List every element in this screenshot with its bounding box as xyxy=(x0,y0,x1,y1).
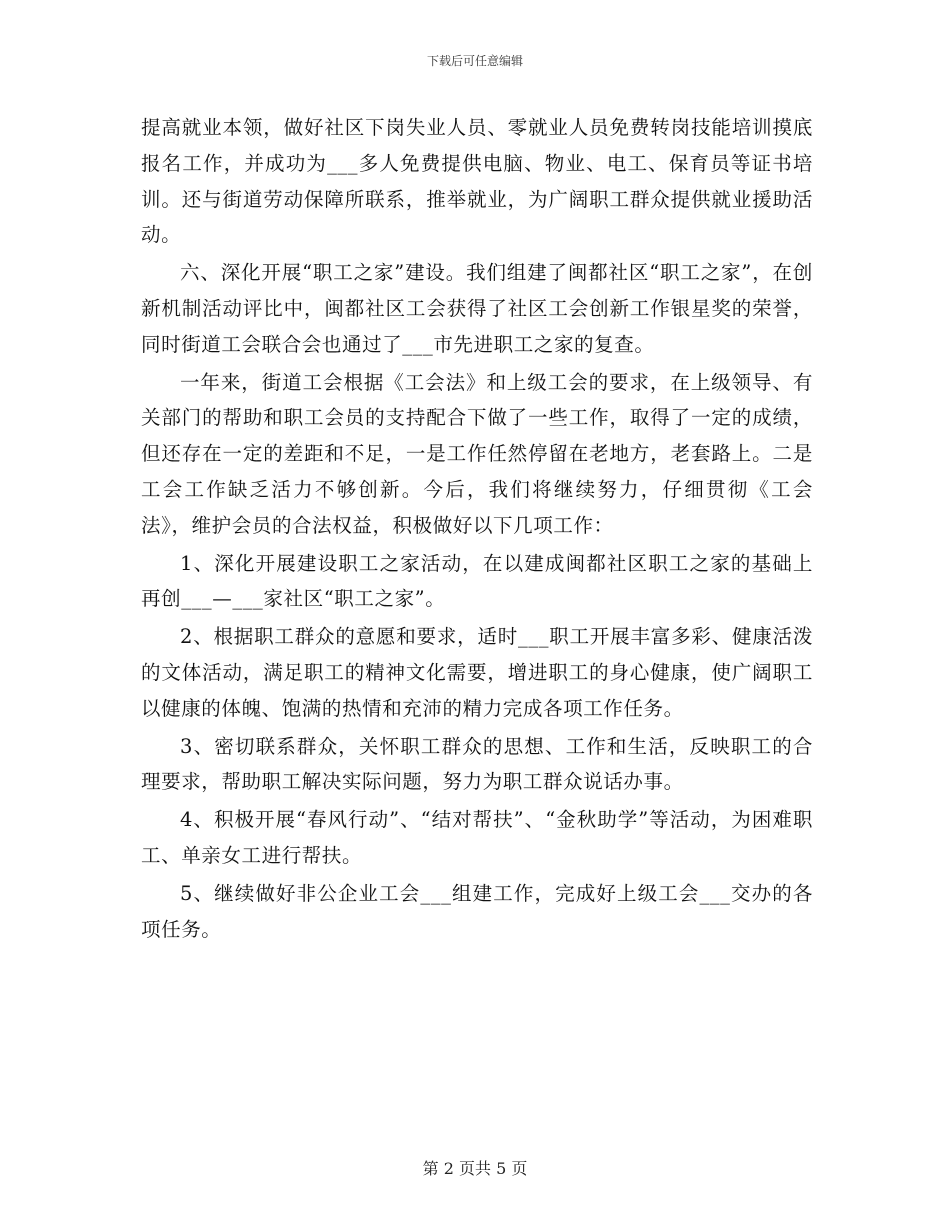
paragraph-item-4: 4、积极开展“春风行动”、“结对帮扶”、“金秋助学”等活动，为困难职工、单亲女工进行帮扶。 xyxy=(141,808,813,867)
page-header: 下载后可任意编辑 xyxy=(426,54,523,68)
paragraph-summary: 一年来，街道工会根据《工会法》和上级工会的要求，在上级领导、有关部门的帮助和职工会员的支持配合下做了一些工作，取得了一定的成绩，但还存在一定的差距和不足，一是工作任然停留在老地方，老套路上。二是工会工作缺乏活力不够创新。今后，我们将继续努力，仔细贯彻《工会法》，维护会员的合法权益，积极做好以下几项工作： xyxy=(141,370,813,537)
paragraph-item-1: 1、深化开展建设职工之家活动，在以建成闽都社区职工之家的基础上再创___—___家社区“职工之家”。 xyxy=(141,551,813,611)
paragraph-item-2: 2、根据职工群众的意愿和要求，适时___职工开展丰富多彩、健康活泼的文体活动，满足职工的精神文化需要，增进职工的身心健康，使广阔职工以健康的体魄、饱满的热情和充沛的精力完成各项工作任务。 xyxy=(141,625,813,720)
paragraph-item-3: 3、密切联系群众，关怀职工群众的思想、工作和生活，反映职工的合理要求，帮助职工解决实际问题，努力为职工群众说话办事。 xyxy=(141,734,813,794)
paragraph-item-5: 5、继续做好非公企业工会___组建工作，完成好上级工会___交办的各项任务。 xyxy=(141,881,813,941)
document-body xyxy=(141,110,813,949)
paragraph-section-six: 六、深化开展“职工之家”建设。我们组建了闽都社区“职工之家”，在创新机制活动评比中，闽都社区工会获得了社区工会创新工作银星奖的荣誉，同时街道工会联合会也通过了___市先进职工之家的复查。 xyxy=(141,261,813,356)
page-footer: 第 2 页共 5 页 xyxy=(422,1159,528,1178)
paragraph-continuation: 提高就业本领，做好社区下岗失业人员、零就业人员免费转岗技能培训摸底报名工作，并成功为___多人免费提供电脑、物业、电工、保育员等证书培训。还与街道劳动保障所联系，推举就业，为广阔职工群众提供就业援助活动。 xyxy=(141,116,813,247)
